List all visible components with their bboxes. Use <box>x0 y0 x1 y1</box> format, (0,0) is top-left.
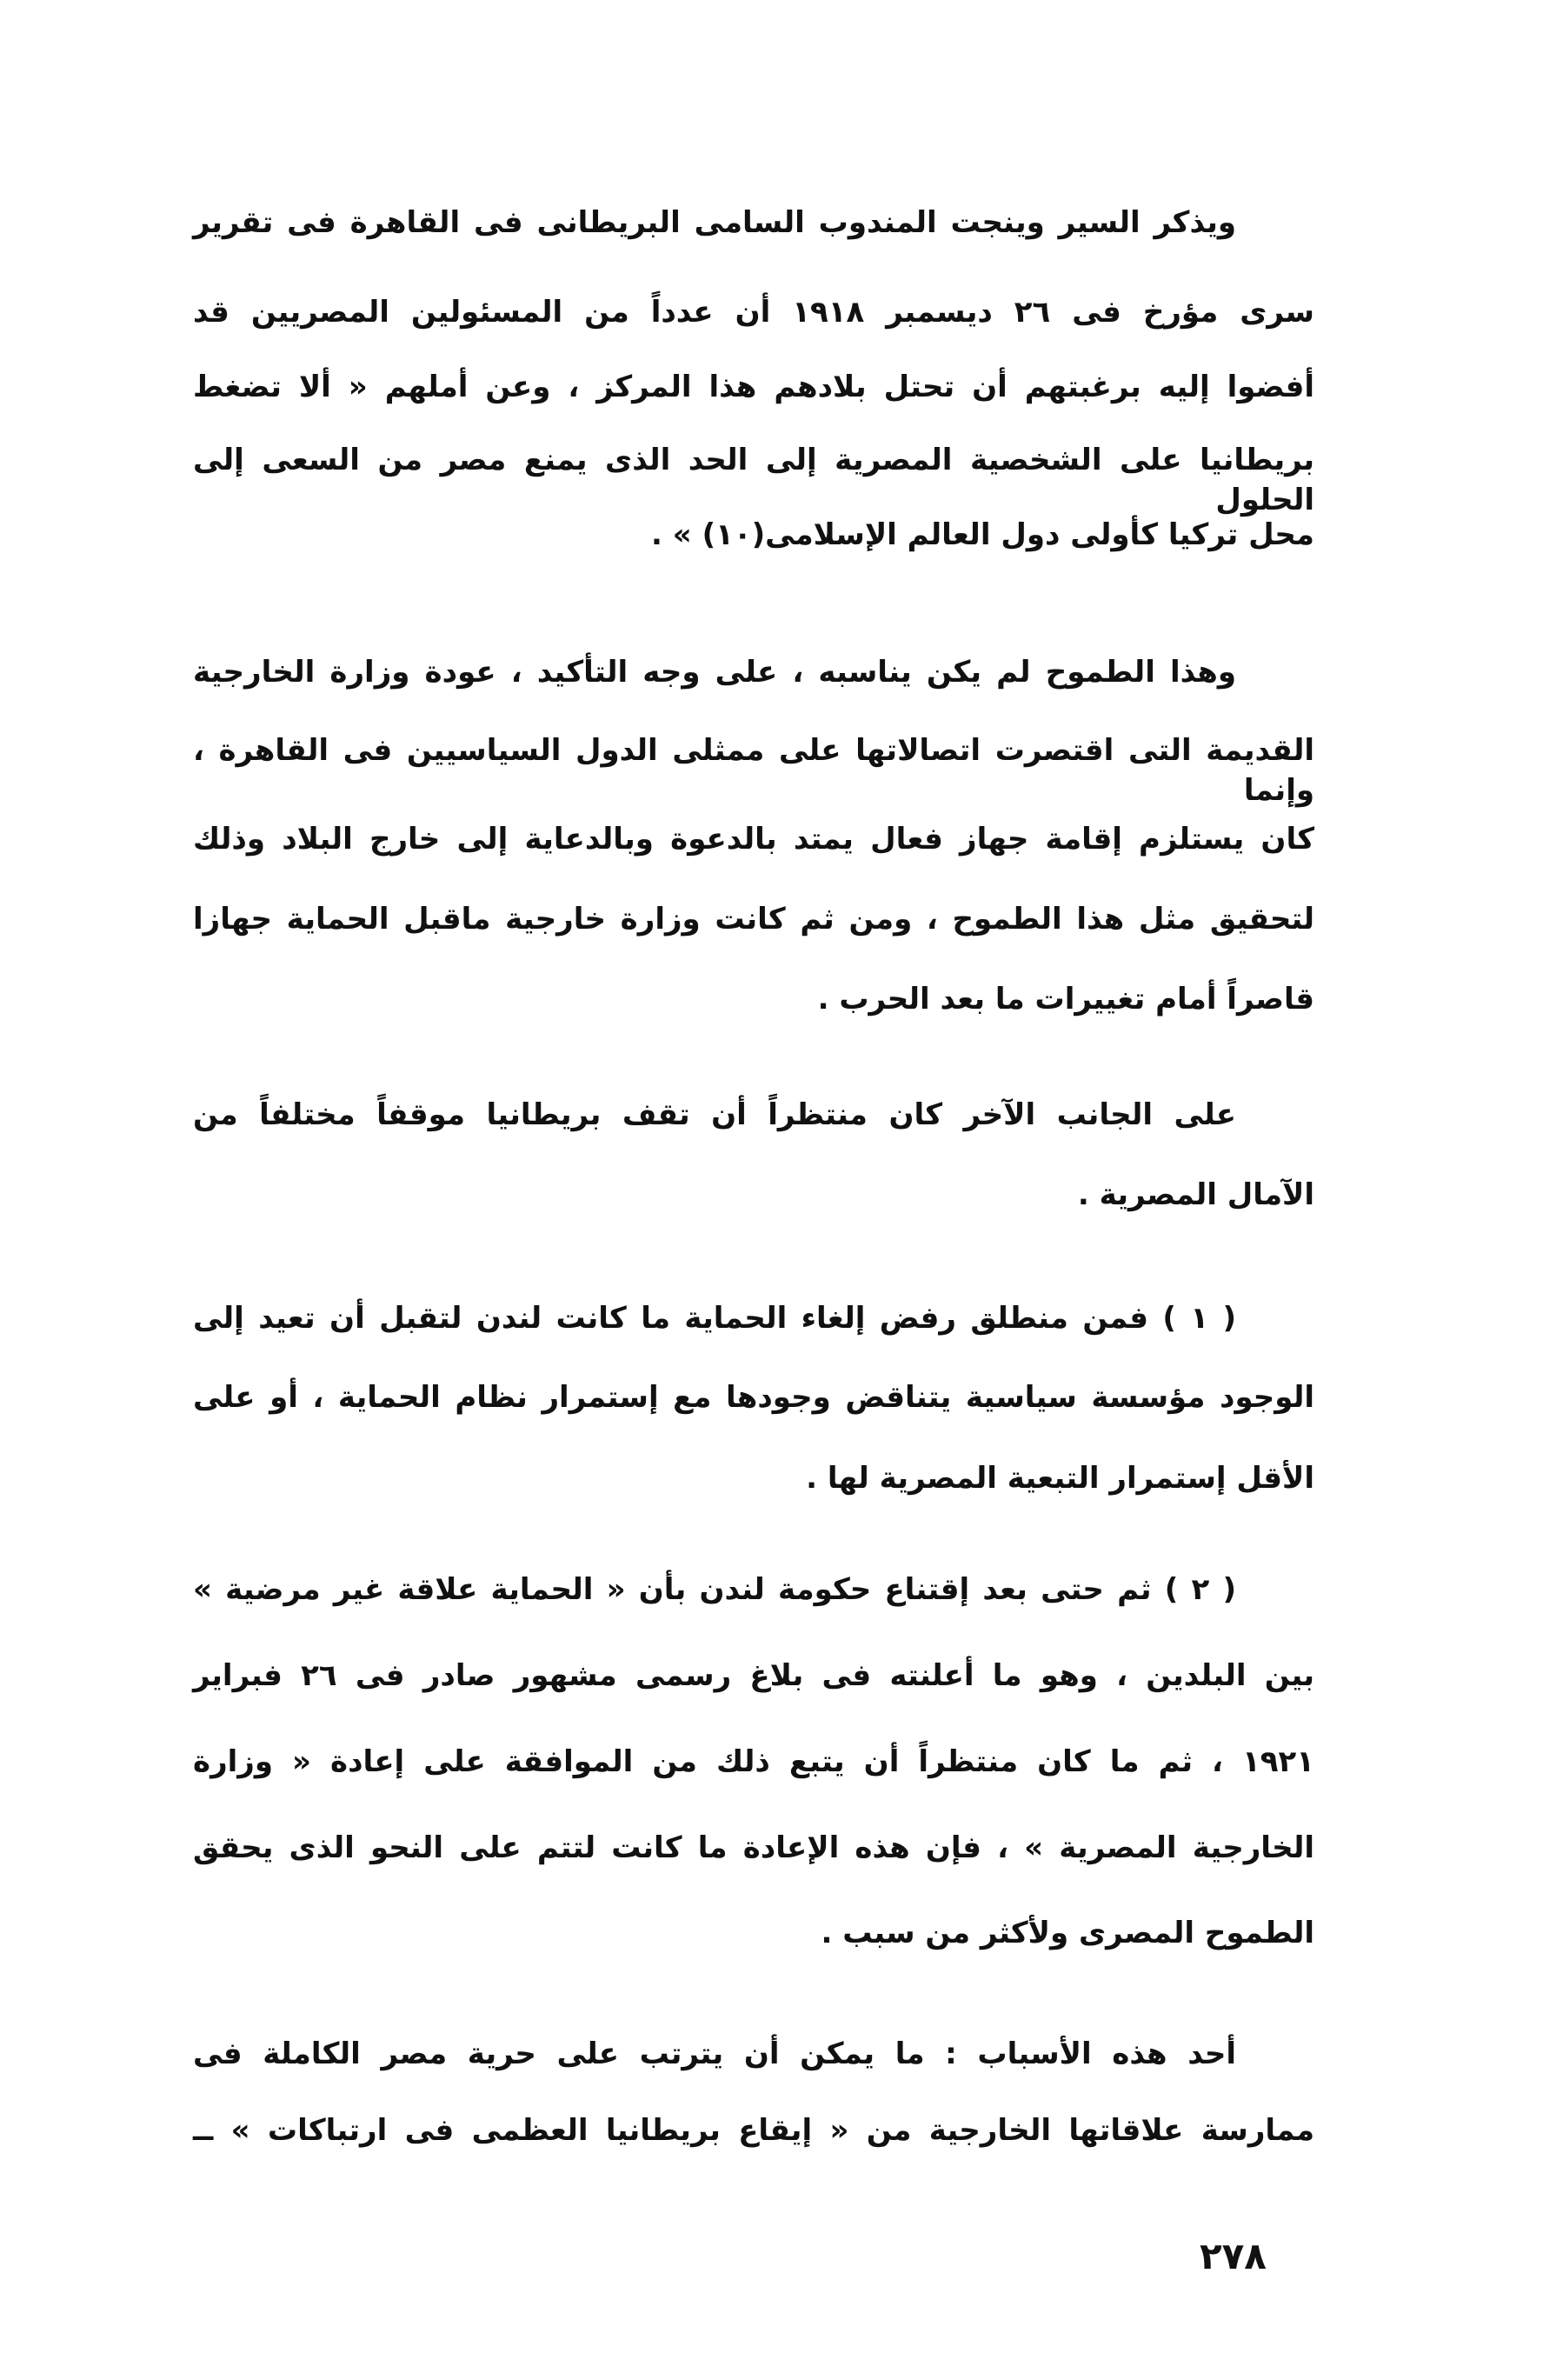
text-line: ١٩٢١ ، ثم ما كان منتظراً أن يتبع ذلك من الموافقة على إعادة « وزارة <box>193 1744 1314 1779</box>
text-line: كان يستلزم إقامة جهاز فعال يمتد بالدعوة وبالدعاية إلى خارج البلاد وذلك <box>193 822 1314 857</box>
page-number: ٢٧٨ <box>1200 2235 1267 2277</box>
text-line: الوجود مؤسسة سياسية يتناقض وجودها مع إستمرار نظام الحماية ، أو على <box>193 1380 1314 1415</box>
text-line: الآمال المصرية . <box>1077 1177 1314 1212</box>
text-line: ويذكر السير وينجت المندوب السامى البريطانى فى القاهرة فى تقرير <box>193 205 1236 240</box>
text-line: القديمة التى اقتصرت اتصالاتها على ممثلى الدول السياسيين فى القاهرة ، وإنما <box>193 733 1314 808</box>
text-line: أفضوا إليه برغبتهم أن تحتل بلادهم هذا المركز ، وعن أملهم « ألا تضغط <box>193 370 1314 404</box>
text-line: ( ١ ) فمن منطلق رفض إلغاء الحماية ما كانت لندن لتقبل أن تعيد إلى <box>193 1301 1236 1336</box>
text-line: قاصراً أمام تغييرات ما بعد الحرب . <box>817 982 1314 1017</box>
text-line: الأقل إستمرار التبعية المصرية لها . <box>806 1461 1314 1496</box>
text-line: لتحقيق مثل هذا الطموح ، ومن ثم كانت وزارة خارجية ماقبل الحماية جهازا <box>193 902 1314 937</box>
text-line: الخارجية المصرية » ، فإن هذه الإعادة ما كانت لتتم على النحو الذى يحقق <box>193 1830 1314 1865</box>
text-line: محل تركيا كأولى دول العالم الإسلامى(١٠) » . <box>651 517 1314 552</box>
text-line: الطموح المصرى ولأكثر من سبب . <box>821 1916 1314 1950</box>
text-line: ممارسة علاقاتها الخارجية من « إيقاع بريطانيا العظمى فى ارتباكات » ــ <box>193 2113 1314 2148</box>
text-line: بين البلدين ، وهو ما أعلنته فى بلاغ رسمى مشهور صادر فى ٢٦ فبراير <box>193 1658 1314 1693</box>
text-line: وهذا الطموح لم يكن يناسبه ، على وجه التأكيد ، عودة وزارة الخارجية <box>193 655 1236 690</box>
text-line: أحد هذه الأسباب : ما يمكن أن يترتب على حرية مصر الكاملة فى <box>193 2037 1236 2071</box>
text-line: سرى مؤرخ فى ٢٦ ديسمبر ١٩١٨ أن عدداً من المسئولين المصريين قد <box>193 295 1314 330</box>
text-line: على الجانب الآخر كان منتظراً أن تقف بريطانيا موقفاً مختلفاً من <box>193 1097 1236 1132</box>
text-line: بريطانيا على الشخصية المصرية إلى الحد الذى يمنع مصر من السعى إلى الحلول <box>193 443 1314 517</box>
text-line: ( ٢ ) ثم حتى بعد إقتناع حكومة لندن بأن « الحماية علاقة غير مرضية » <box>193 1572 1236 1607</box>
